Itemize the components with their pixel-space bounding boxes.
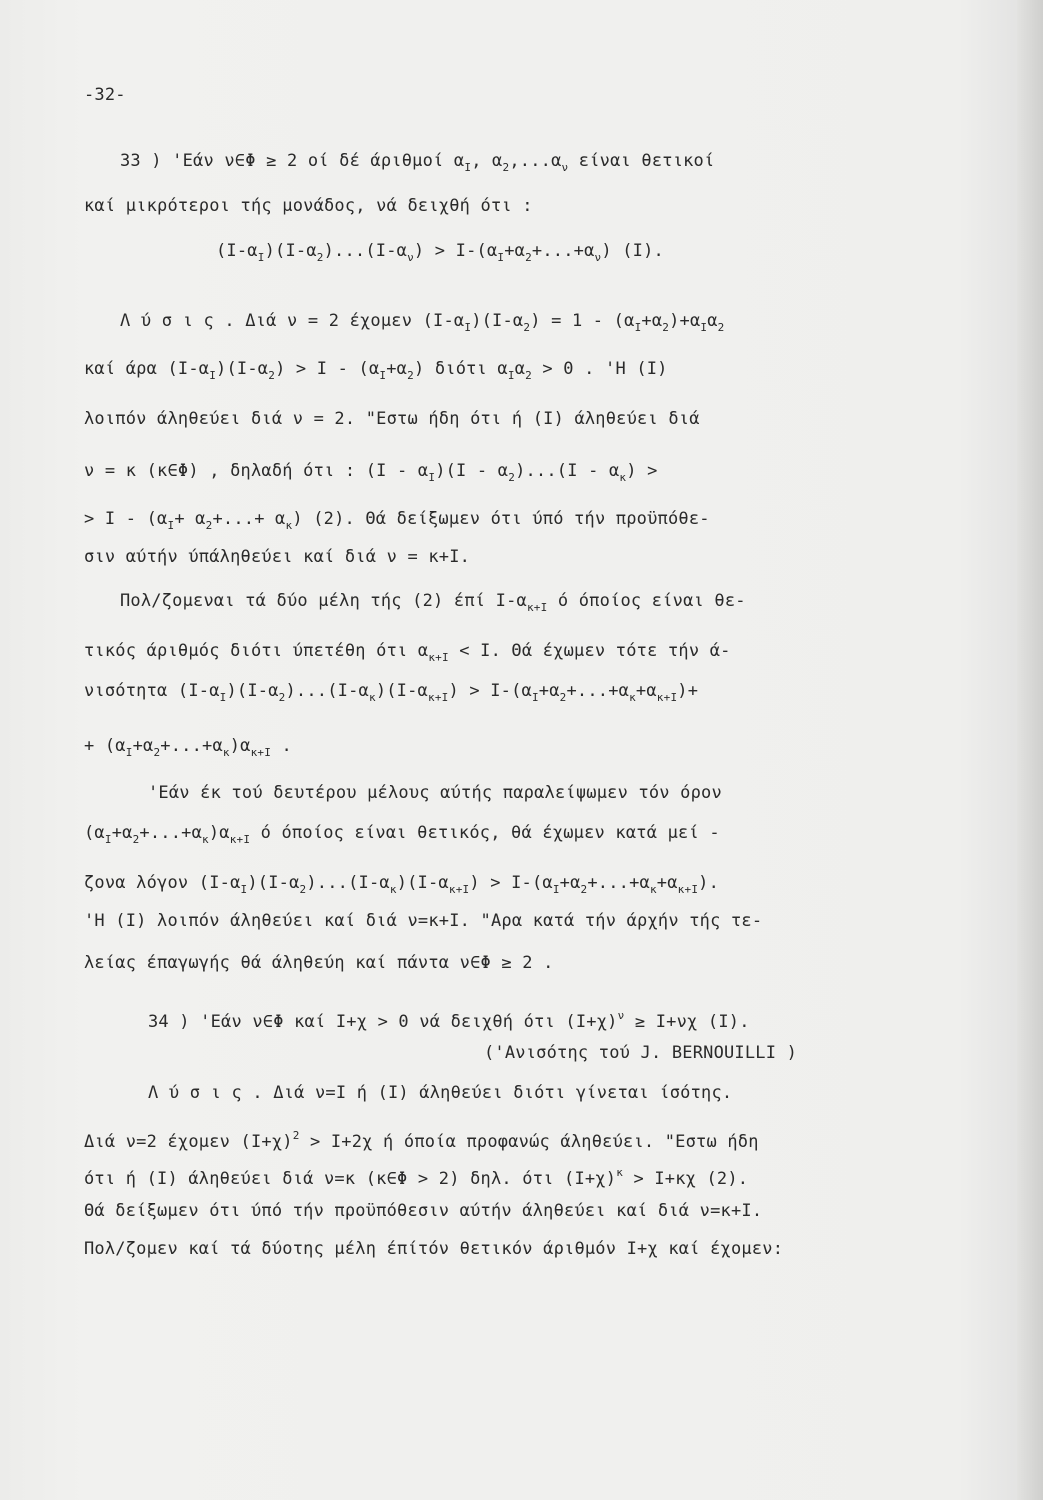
text-line: 'Εάν έκ τού δευτέρου μέλους αύτής παραλείψωμεν τόν όρον — [148, 783, 722, 803]
text-line: Λ ύ σ ι ς . Διά ν = 2 έχομεν $(I-\alpha_I)(I-\alpha_2) = 1 - (\alpha_I+\alpha_2)+\alpha_I\alpha_2$ — [120, 311, 725, 334]
text-line: > $I - (\alpha_I+ \alpha_2+...+ \alpha_\kappa)$ (2). Θά δείξωμεν ότι ύπό τήν προϋπόθε- — [84, 509, 710, 532]
text-line: + $(\alpha_I+\alpha_2+...+\alpha_\kappa)\alpha_{\kappa+I}$ . — [84, 736, 292, 759]
text-line: 34 ) 'Εάν ν∈Φ καί Ι+χ > 0 νά δειχθή ότι $(I+\chi)^\nu \ge I+\nu\chi$ (Ι). — [148, 1009, 750, 1032]
text-line: καί άρα $(I-\alpha_I)(I-\alpha_2) > I - (\alpha_I+\alpha_2)$ διότι $\alpha_I\alpha_2 > 0$ . 'Η (Ι) — [84, 359, 668, 382]
text-line: Διά ν=2 έχομεν $(I+\chi)^2 > I+2\chi$ ή όποία προφανώς άληθεύει. "Εστω ήδη — [84, 1129, 759, 1152]
page-number: -32- — [84, 85, 126, 105]
text-line: ('Ανισότης τού J. BERNOUILLI ) — [484, 1043, 798, 1063]
text-line: σιν αύτήν ύπάληθεύει καί διά ν = κ+Ι. — [84, 547, 471, 567]
text-line: Πολ/ζομεναι τά δύο μέλη τής (2) έπί $I-\alpha_{\kappa+I}$ ό όποίος είναι θε- — [120, 591, 746, 614]
text-line: Πολ/ζομεν καί τά δύοτης μέλη έπίτόν θετικόν άριθμόν Ι+χ καί έχομεν: — [84, 1239, 784, 1259]
text-line: 33 ) 'Εάν ν∈Φ ≥ 2 οί δέ άριθμοί $\alpha_I$, $\alpha_2,...\alpha_\nu$ είναι θετικοί — [120, 151, 715, 174]
text-line: καί μικρότεροι τής μονάδος, νά δειχθή ότι : — [84, 196, 533, 216]
text-line: λοιπόν άληθεύει διά ν = 2. "Εστω ήδη ότι ή (Ι) άληθεύει διά — [84, 409, 700, 429]
text-line: νισότητα $(I-\alpha_I)(I-\alpha_2)...(I-\alpha_\kappa)(I-\alpha_{\kappa+I}) > I-(\alpha_I+\alpha_2+...+\alpha_\kappa+\alpha_{\kappa+I})+$ — [84, 681, 699, 704]
text-line: τικός άριθμός διότι ύπετέθη ότι $\alpha_{\kappa+I} < I$. Θά έχωμεν τότε τήν ά- — [84, 641, 731, 664]
formula-line: $(I-\alpha_I)(I-\alpha_2)...(I-\alpha_\nu) > I-(\alpha_I+\alpha_2+...+\alpha_\nu)$ (Ι). — [216, 241, 664, 264]
text-line: ότι ή (Ι) άληθεύει διά ν=κ (κ∈Φ > 2) δηλ. ότι $(I+\chi)^\kappa > I+\kappa\chi$ (2). — [84, 1166, 749, 1189]
text-line: ν = κ (κ∈Φ) , δηλαδή ότι : $(I - \alpha_I)(I - \alpha_2)...(I - \alpha_\kappa)$ > — [84, 461, 658, 484]
text-line: λείας έπαγωγής θά άληθεύη καί πάντα ν∈Φ ≥ 2 . — [84, 953, 554, 973]
text-line: $(\alpha_I+\alpha_2+...+\alpha_\kappa)\alpha_{\kappa+I}$ ό όποίος είναι θετικός, θά έχωμεν κατά μεί - — [84, 823, 720, 846]
page-edge-shadow — [1017, 0, 1043, 1500]
text-line: Λ ύ σ ι ς . Διά ν=Ι ή (Ι) άληθεύει διότι γίνεται ίσότης. — [148, 1083, 733, 1103]
text-line: Θά δείξωμεν ότι ύπό τήν προϋπόθεσιν αύτήν άληθεύει καί διά ν=κ+Ι. — [84, 1201, 763, 1221]
text-line: 'Η (Ι) λοιπόν άληθεύει καί διά ν=κ+Ι. "Αρα κατά τήν άρχήν τής τε- — [84, 911, 763, 931]
text-line: ζονα λόγον $(I-\alpha_I)(I-\alpha_2)...(I-\alpha_\kappa)(I-\alpha_{\kappa+I}) > I-(\alpha_I+\alpha_2+...+\alpha_\kappa+\alpha_{\kappa+I})$. — [84, 873, 720, 896]
